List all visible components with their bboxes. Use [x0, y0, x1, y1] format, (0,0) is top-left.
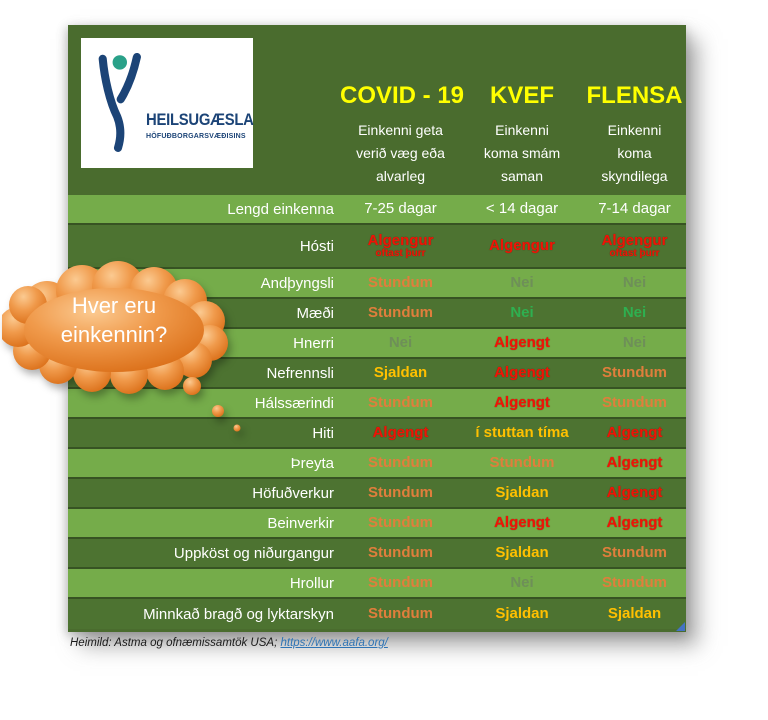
- thought-bubble: [2, 253, 252, 438]
- symptom-label: Minnkað bragð og lyktarskyn: [143, 605, 334, 623]
- symptom-cell-kvef: Stundum: [489, 453, 555, 471]
- symptom-cell-covid: Stundum: [368, 543, 433, 561]
- symptom-cell-kvef: Nei: [510, 273, 534, 291]
- symptom-row: [68, 569, 686, 599]
- column-subtitle: Einkenni koma skyndilega: [601, 122, 668, 184]
- symptom-cell-covid: Stundum: [368, 303, 433, 321]
- column-subtitle: Einkenni koma smám saman: [483, 122, 561, 184]
- symptom-label: Hálssærindi: [254, 394, 334, 412]
- source-link[interactable]: https://www.aafa.org/: [280, 637, 388, 649]
- symptom-cell-flensa: Algengt: [606, 483, 663, 501]
- symptom-cell-kvef: Sjaldan: [495, 604, 549, 622]
- symptom-cell-covid: Sjaldan: [373, 363, 428, 381]
- symptom-cell-kvef: Sjaldan: [495, 483, 549, 501]
- symptom-cell-flensa: Stundum: [602, 393, 667, 411]
- symptom-cell-flensa: Sjaldan: [607, 604, 662, 622]
- logo-subname: HÖFUÐBORGARSVÆÐISINS: [146, 131, 246, 140]
- symptom-label: Þreyta: [290, 454, 334, 472]
- symptom-label: Hósti: [299, 237, 334, 255]
- symptom-cell-kvef: Algengur: [489, 236, 555, 254]
- symptom-cell-flensa: Algengt: [606, 513, 663, 531]
- symptom-cell-covid: 7-25 dagar: [364, 199, 437, 217]
- symptom-label: Hnerri: [293, 334, 334, 352]
- source-footer: [70, 637, 388, 649]
- symptom-label: Andþyngsli: [260, 274, 334, 292]
- symptom-cell-kvef: < 14 dagar: [485, 199, 559, 217]
- symptom-cell-covid: Stundum: [368, 393, 433, 411]
- symptom-cell-kvef: Algengt: [494, 363, 550, 381]
- symptom-label: Höfuðverkur: [252, 484, 334, 502]
- symptom-cell-flensa: Algengur oftast þurr: [601, 231, 668, 259]
- symptom-cell-flensa: Stundum: [602, 543, 667, 561]
- symptom-cell-flensa: Nei: [622, 303, 647, 321]
- column-headers: [68, 82, 686, 188]
- symptom-label: Uppköst og niðurgangur: [173, 544, 334, 562]
- symptom-cell-kvef: Algengt: [494, 513, 550, 531]
- column-title: FLENSA: [586, 82, 683, 109]
- symptom-cell-flensa: Nei: [622, 333, 647, 351]
- column-header-spacer: [68, 82, 340, 188]
- symptom-cell-covid: Stundum: [368, 273, 433, 291]
- symptom-cell-flensa: Algengt: [606, 453, 663, 471]
- symptom-cell-covid: Algengt: [372, 423, 429, 441]
- symptom-cell-kvef: Sjaldan: [495, 543, 549, 561]
- column-title: KVEF: [489, 82, 554, 109]
- symptom-cell-kvef: í stuttan tíma: [475, 423, 569, 441]
- symptom-cell-flensa: Stundum: [602, 363, 667, 381]
- symptom-cell-kvef: Nei: [510, 303, 534, 321]
- corner-resize-mark: [676, 622, 685, 631]
- symptom-cell-covid: Stundum: [368, 573, 433, 591]
- column-header-kvef: [461, 82, 583, 188]
- thought-trail-dots: [183, 377, 241, 432]
- column-header-flensa: [583, 82, 686, 188]
- symptom-cell-flensa: Stundum: [602, 573, 667, 591]
- bubble-text-line2: einkennin?: [60, 322, 168, 347]
- column-subtitle: Einkenni geta verið væg eða alvarleg: [356, 122, 445, 184]
- source-text: Heimild: Astma og ofnæmissamtök USA;: [70, 637, 278, 649]
- symptom-cell-kvef: Nei: [510, 573, 534, 591]
- symptom-cell-flensa: 7-14 dagar: [598, 199, 671, 217]
- column-header-covid-19: [340, 82, 465, 188]
- symptom-cell-kvef: Algengt: [494, 333, 550, 351]
- symptom-label: Lengd einkenna: [227, 200, 334, 218]
- symptom-cell-kvef: Algengt: [494, 393, 550, 411]
- symptom-cell-covid: Stundum: [368, 483, 433, 501]
- column-title: COVID - 19: [340, 82, 465, 109]
- figure-head-dot: [113, 55, 127, 69]
- symptom-label: Hrollur: [289, 574, 334, 592]
- logo-name: HEILSUGÆSLA: [146, 111, 254, 129]
- symptom-row: [68, 479, 686, 509]
- symptom-label: Hiti: [312, 424, 334, 442]
- symptom-label: Beinverkir: [267, 514, 334, 532]
- symptom-row: [68, 539, 686, 569]
- bubble-text-line1: Hver eru: [71, 293, 157, 318]
- symptom-row: [68, 509, 686, 539]
- symptom-cell-covid: Nei: [388, 333, 413, 351]
- symptom-cell-covid: Algengur oftast þurr: [367, 231, 434, 259]
- symptom-label: Nefrennsli: [266, 364, 334, 382]
- symptom-cell-flensa: Nei: [622, 273, 647, 291]
- symptom-cell-covid: Stundum: [368, 453, 433, 471]
- symptom-label: Mæði: [296, 304, 334, 322]
- symptom-cell-covid: Stundum: [368, 513, 433, 531]
- symptom-cell-flensa: Algengt: [606, 423, 663, 441]
- symptom-cell-covid: Stundum: [368, 604, 433, 622]
- symptom-row: [68, 195, 686, 225]
- symptom-row: [68, 599, 686, 629]
- symptom-row: [68, 449, 686, 479]
